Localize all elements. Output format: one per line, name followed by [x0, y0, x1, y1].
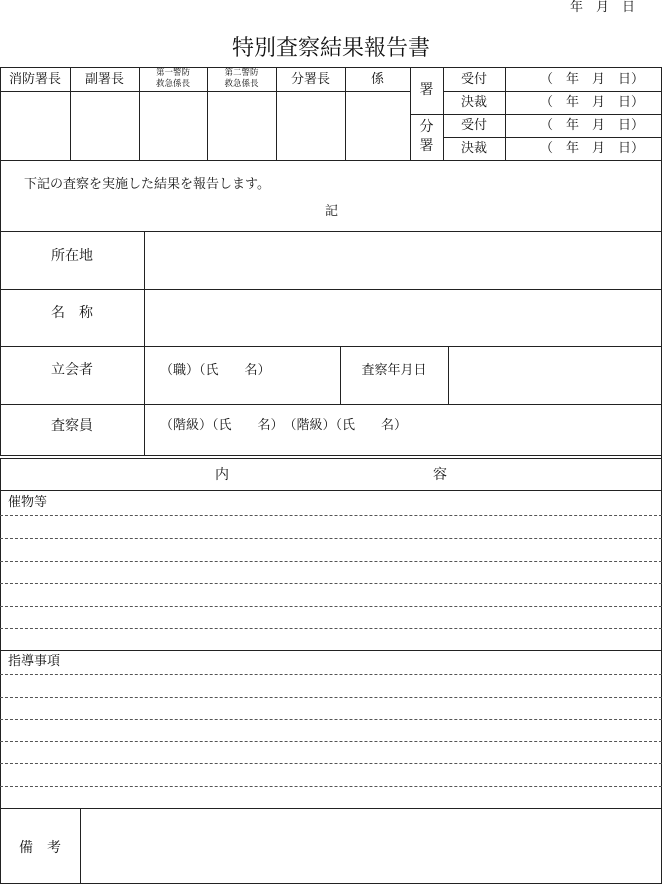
- approval-type: 受付: [460, 118, 487, 133]
- approval-date: （ 年 月 日）: [540, 118, 645, 133]
- ki-label: 記: [325, 204, 339, 219]
- content-header-left: 内: [215, 467, 229, 483]
- date-label: 年 月 日: [570, 0, 636, 15]
- branch-label-2: 署: [419, 138, 434, 154]
- witness-label: 立会者: [51, 362, 93, 378]
- location-label: 所在地: [51, 248, 93, 264]
- content-header-right: 容: [433, 467, 447, 483]
- col-branch-chief: 分署長: [290, 72, 330, 87]
- station-label: 署: [419, 82, 434, 98]
- approval-date: （ 年 月 日）: [540, 72, 645, 87]
- col-police1: 第一警防 救急係長: [155, 68, 190, 90]
- col-staff: 係: [370, 72, 384, 87]
- page-title: 特別査察結果報告書: [231, 36, 430, 61]
- col-deputy-chief: 副署長: [84, 72, 124, 87]
- branch-label-1: 分: [419, 119, 434, 135]
- section-events: 催物等: [8, 495, 48, 510]
- section-guidance: 指導事項: [8, 654, 61, 669]
- approval-date: （ 年 月 日）: [540, 141, 645, 156]
- name-label: 名 称: [51, 305, 93, 321]
- inspector-value: （階級）（氏 名） （階級）（氏 名）: [160, 418, 408, 433]
- inspector-label: 査察員: [51, 418, 93, 434]
- col-fire-chief: 消防署長: [8, 72, 61, 87]
- inspection-date-label: 査察年月日: [361, 363, 427, 378]
- intro-text: 下記の査察を実施した結果を報告します。: [24, 177, 270, 192]
- approval-date: （ 年 月 日）: [540, 95, 645, 110]
- approval-type: 受付: [460, 72, 487, 87]
- approval-type: 決裁: [460, 95, 487, 110]
- col-police2: 第二警防 救急係長: [224, 68, 259, 90]
- remarks-label: 備 考: [19, 840, 61, 856]
- witness-value: （職）（氏 名）: [160, 363, 271, 378]
- approval-type: 決裁: [460, 141, 487, 156]
